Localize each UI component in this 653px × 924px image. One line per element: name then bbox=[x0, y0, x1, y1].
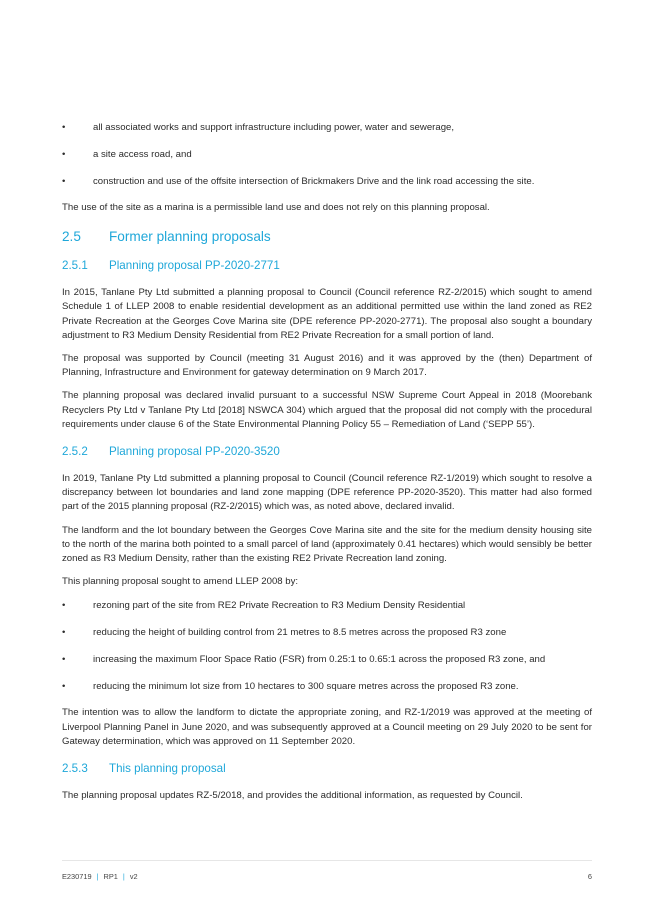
page-footer bbox=[62, 872, 592, 881]
bullet-symbol: • bbox=[62, 681, 66, 693]
page-content bbox=[62, 121, 592, 803]
bullet-symbol: • bbox=[62, 627, 66, 639]
list-item bbox=[62, 680, 592, 694]
paragraph-intention: The intention was to allow the landform to dictate the appropriate zoning, and RZ-1/2019 was approved at the meeting of Liverpool Planning Panel in June 2020, and was subsequently approved at a Council meeting on 29 July 2020 to be sent for Gateway determination, which was approved on 11 September 2020. bbox=[62, 707, 592, 747]
section-title: Planning proposal PP-2020-3520 bbox=[109, 445, 280, 459]
list-item-text: a site access road, and bbox=[93, 149, 192, 160]
section-number: 2.5.2 bbox=[62, 445, 88, 459]
section-heading-2-5-3 bbox=[62, 761, 592, 777]
section-heading-2-5-1 bbox=[62, 258, 592, 274]
page-number: 6 bbox=[587, 872, 592, 881]
paragraph: In 2015, Tanlane Pty Ltd submitted a planning proposal to Council (Council reference RZ-2/2015) which sought to amend Schedule 1 of LLEP 2008 to enable residential development as an additional permitted use within the land zoned as RE2 Private Recreation at the Georges Cove Marina site (DPE reference PP-2020-2771). The proposal also sought a boundary adjustment to R3 Medium Density Residential from RE2 Private Recreation for a small portion of land. bbox=[62, 287, 592, 341]
list-item-text: construction and use of the offsite intersection of Brickmakers Drive and the link road accessing the site. bbox=[93, 176, 535, 187]
footer-doc-ref: E230719 bbox=[62, 872, 92, 881]
section-heading-2-5-2 bbox=[62, 444, 592, 460]
list-item-text: reducing the minimum lot size from 10 hectares to 300 square metres across the proposed R3 zone. bbox=[93, 681, 519, 693]
paragraph-marina: The use of the site as a marina is a permissible land use and does not rely on this planning proposal. bbox=[62, 202, 490, 213]
list-item-text: rezoning part of the site from RE2 Private Recreation to R3 Medium Density Residential bbox=[93, 600, 466, 612]
footer-separator: | bbox=[96, 872, 99, 881]
section-title: This planning proposal bbox=[109, 762, 226, 776]
list-item-text: all associated works and support infrastructure including power, water and sewerage, bbox=[93, 122, 455, 133]
bullet-symbol: • bbox=[62, 176, 66, 187]
bullet-symbol: • bbox=[62, 122, 66, 133]
paragraph: The landform and the lot boundary between the Georges Cove Marina site and the site for the medium density housing site to the north of the marina both pointed to a small parcel of land (approximately 0.41 hectares) which would sensibly be better zoned as R3 Medium Density, rather than the existing RE2 Private Recreation land zoning. bbox=[62, 524, 592, 565]
bullet-symbol: • bbox=[62, 654, 66, 666]
section-number: 2.5 bbox=[62, 229, 81, 245]
footer-reference bbox=[62, 872, 138, 881]
list-item bbox=[62, 653, 592, 667]
bullet-symbol: • bbox=[62, 149, 66, 160]
paragraph: The proposal was supported by Council (meeting 31 August 2016) and it was approved by the (then) Department of Planning, Infrastructure and Environment for gateway determination on 9 March 2017. bbox=[62, 353, 592, 379]
list-item bbox=[62, 175, 592, 189]
section-number: 2.5.1 bbox=[62, 259, 88, 273]
paragraph: In 2019, Tanlane Pty Ltd submitted a planning proposal to Council (Council reference RZ-1/2019) which sought to resolve a discrepancy between lot boundaries and land zone mapping (DPE reference PP-2020-3520). This matter had also formed part of the 2015 planning proposal (RZ-2/2015) which was, as noted above, declared invalid. bbox=[62, 473, 592, 513]
list-item bbox=[62, 626, 592, 640]
list-item bbox=[62, 148, 592, 162]
section-title: Former planning proposals bbox=[109, 229, 271, 245]
footer-version: v2 bbox=[129, 872, 138, 881]
list-item-text: increasing the maximum Floor Space Ratio (FSR) from 0.25:1 to 0.65:1 across the proposed R3 zone, and bbox=[93, 654, 546, 666]
section-title: Planning proposal PP-2020-2771 bbox=[109, 259, 280, 273]
paragraph: The planning proposal was declared invalid pursuant to a successful NSW Supreme Court Appeal in 2018 (Moorebank Recyclers Pty Ltd v Tanlane Pty Ltd [2018] NSWCA 304) which argued that the proposal did not comply with the procedural requirements under clause 6 of the State Environmental Planning Policy 55 – Remediation of Land (‘SEPP 55’). bbox=[62, 390, 592, 430]
footer-report: RP1 bbox=[103, 872, 118, 881]
paragraph: The planning proposal updates RZ-5/2018, and provides the additional information, as requested by Council. bbox=[62, 790, 523, 802]
list-item-text: reducing the height of building control from 21 metres to 8.5 metres across the proposed R3 zone bbox=[93, 627, 507, 639]
list-item bbox=[62, 599, 592, 613]
section-number: 2.5.3 bbox=[62, 762, 88, 776]
footer-separator: | bbox=[122, 872, 125, 881]
list-item bbox=[62, 121, 592, 135]
footer-divider bbox=[62, 860, 592, 861]
section-heading-2-5 bbox=[62, 228, 592, 246]
paragraph: This planning proposal sought to amend LLEP 2008 by: bbox=[62, 576, 299, 588]
bullet-symbol: • bbox=[62, 600, 66, 612]
